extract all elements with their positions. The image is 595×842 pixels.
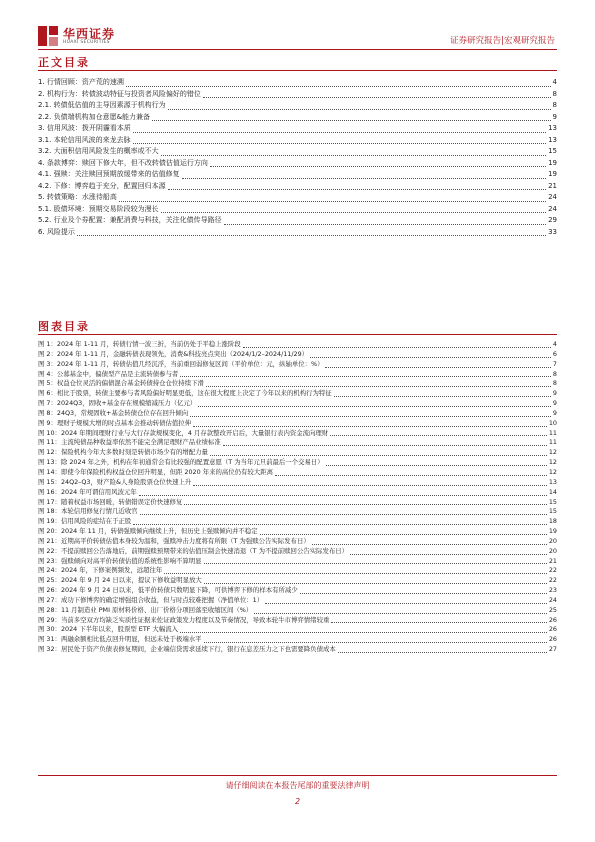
figure-entry[interactable] <box>38 645 557 655</box>
figure-entry-page-number: 24 <box>548 595 557 604</box>
contents-title: 正文目录 <box>38 56 90 69</box>
header-divider <box>38 49 557 50</box>
dot-leader <box>140 514 547 515</box>
figure-entry-page-number: 9 <box>552 408 557 417</box>
figure-entry[interactable] <box>38 488 557 498</box>
figure-entry-text: 图 9：理财子规模大增的时点基本会推动转债估值拉伸 <box>38 418 192 427</box>
figure-entry-page-number: 11 <box>548 438 557 447</box>
contents-entry-page-number: 24 <box>548 204 557 213</box>
dot-leader <box>350 554 547 555</box>
figure-entry[interactable] <box>38 625 557 635</box>
dot-leader <box>139 495 547 496</box>
figure-entry-page-number: 20 <box>548 546 557 555</box>
legal-notice: 请仔细阅读在本报告尾部的重要法律声明 <box>225 781 370 790</box>
contents-entry[interactable] <box>38 123 557 135</box>
contents-entry-page-number: 8 <box>552 89 557 98</box>
contents-entry[interactable] <box>38 112 557 124</box>
figure-entry-page-number: 19 <box>548 527 557 536</box>
contents-list <box>38 77 557 238</box>
dot-leader <box>254 613 547 614</box>
figure-entry[interactable] <box>38 458 557 468</box>
dot-leader <box>133 143 546 144</box>
contents-entry[interactable] <box>38 181 557 193</box>
figure-entry-text: 图 18：本轮信用修复行情几近收官 <box>38 507 138 516</box>
dot-leader <box>126 86 551 87</box>
dot-leader <box>133 524 547 525</box>
figure-entry-text: 图 28：11 月制造业 PMI 原材料价格、出厂价格分项回落至收缩区间（%） <box>38 605 253 614</box>
dot-leader <box>161 212 546 213</box>
dot-leader <box>312 544 547 545</box>
dot-leader <box>164 573 547 574</box>
figure-entry[interactable] <box>38 429 557 439</box>
dot-leader <box>161 155 546 156</box>
figure-entry-page-number: 18 <box>548 517 557 526</box>
contents-entry-text: 3.1. 本轮信用风波的来龙去脉 <box>38 135 131 144</box>
figure-entry-text: 图 11：主流纯债品种收益率依然不能完全满足理财产品业绩标准 <box>38 438 221 447</box>
figure-entry-page-number: 15 <box>548 497 557 506</box>
figure-entry-page-number: 14 <box>548 487 557 496</box>
figure-entry-page-number: 13 <box>548 477 557 486</box>
dot-leader <box>260 534 547 535</box>
figure-entry[interactable] <box>38 596 557 606</box>
figure-entry-text: 图 15：24Q2–Q3，财产险&人身险股票仓位快速上升 <box>38 477 192 486</box>
contents-entry[interactable] <box>38 227 557 239</box>
figure-entry-text: 图 16：2024 年可谓信用风波元年 <box>38 487 137 496</box>
contents-entry[interactable] <box>38 146 557 158</box>
dot-leader <box>325 367 550 368</box>
contents-entry-text: 5.1. 股债环境：预期交易阶段较为漫长 <box>38 204 159 213</box>
figure-entry[interactable] <box>38 507 557 517</box>
dot-leader <box>210 166 546 167</box>
figure-entry-page-number: 4 <box>552 340 557 348</box>
figure-entry-page-number: 6 <box>552 349 557 358</box>
contents-entry-text: 2. 机构行为：转债波动特征与投资者风险偏好的错位 <box>38 89 201 98</box>
contents-entry-text: 4.2. 下修：博弈趋于充分，配置回归本源 <box>38 181 166 190</box>
huaxi-logo-icon <box>38 26 58 46</box>
contents-entry-text: 3.2. 大面积信用风险发生的概率或不大 <box>38 147 159 155</box>
figure-entry[interactable] <box>38 478 557 488</box>
brand-name: 华西证券 <box>63 27 116 41</box>
contents-entry-page-number: 13 <box>548 124 557 132</box>
figure-entry-text: 图 22：不提前赎回公告落地后，前期强赎预期带来的估值压制会快速消退（T 为不提前赎回公告实际发布日） <box>38 546 349 555</box>
figure-entry[interactable] <box>38 635 557 645</box>
dot-leader <box>203 97 551 98</box>
figure-entry-page-number: 26 <box>548 625 557 634</box>
figure-entry-text: 图 6：相比于股票，转债主要参与者风险偏好明显更低，这在很大程度上决定了今年以来的机构行为特征 <box>38 389 332 398</box>
contents-entry-text: 6. 风险提示 <box>38 227 75 236</box>
contents-entry-page-number: 21 <box>548 181 557 190</box>
figure-entry-page-number: 8 <box>552 369 557 378</box>
contents-entry-page-number: 19 <box>548 170 557 178</box>
figure-entry-text: 图 24：2024 年，下修案例频发，远超往年 <box>38 566 163 575</box>
figure-entry[interactable] <box>38 616 557 626</box>
page-number: 2 <box>294 797 301 806</box>
figure-entry-text: 图 12：保险机构今年大多数时刻是转债市场少有的增配力量 <box>38 448 208 457</box>
contents-entry[interactable] <box>38 100 557 112</box>
figure-entry-text: 图 32：居民处于资产负债表修复期间，企业端信贷需求延续下行，银行在息差压力之下也需要降负债成本 <box>38 645 336 654</box>
figure-entry[interactable] <box>38 606 557 616</box>
figure-entry-page-number: 12 <box>548 448 557 457</box>
figure-entry-text: 图 1：2024 年 1-11 月，转债行情一波三折，当前仍处于平稳上涨阶段 <box>38 340 241 348</box>
contents-entry[interactable] <box>38 169 557 181</box>
contents-entry-text: 4. 条款博弈：赎回下修大年，但不改转债估值运行方向 <box>38 158 208 167</box>
contents-entry-text: 4.1. 强赎：关注赎回预期放缓带来的估值修复 <box>38 170 180 178</box>
figure-entry[interactable] <box>38 566 557 576</box>
figure-entry[interactable] <box>38 586 557 596</box>
dot-leader <box>326 465 547 466</box>
figure-entry[interactable] <box>38 517 557 527</box>
figure-entry[interactable] <box>38 547 557 557</box>
contents-entry[interactable] <box>38 192 557 204</box>
dot-leader <box>310 357 551 358</box>
figure-entry[interactable] <box>38 389 557 399</box>
figure-entry-text: 图 21：近期高平价转债估值本身较为温和，强赎冲击力度将有所限（T 为强赎公告实际发布日） <box>38 536 310 545</box>
figure-entry-page-number: 15 <box>548 507 557 516</box>
figure-entry[interactable] <box>38 557 557 567</box>
figure-entry-text: 图 30：2024 下半年以来，股票型 ETF 大幅流入 <box>38 625 178 634</box>
figure-entry-text: 图 8：24Q3，常规固收+基金转债仓位存在回升倾向 <box>38 408 189 417</box>
figure-entry-page-number: 8 <box>552 379 557 388</box>
figure-entry-text: 图 25：2024 年 9 月 24 日以来，提议下修收益明显放大 <box>38 576 202 585</box>
contents-entry-text: 2.1. 转债低估值的主导因素源于机构行为 <box>38 101 166 109</box>
contents-entry-page-number: 4 <box>552 78 557 86</box>
figure-entry-text: 图 20：2024 年 11 月，转债强赎倾向继续上升，但历史上强赎倾向并不稳定 <box>38 527 258 536</box>
figure-entry-page-number: 22 <box>548 566 557 575</box>
figure-entry[interactable] <box>38 438 557 448</box>
figure-entry[interactable] <box>38 468 557 478</box>
figures-title: 图表目录 <box>38 320 90 333</box>
dot-leader <box>77 235 546 236</box>
contents-entry[interactable] <box>38 204 557 216</box>
figure-entry-page-number: 10 <box>548 418 557 427</box>
figure-entry[interactable] <box>38 409 557 419</box>
contents-entry[interactable] <box>38 215 557 227</box>
figure-entry-page-number: 9 <box>552 399 557 408</box>
dot-leader <box>180 376 551 377</box>
page-header <box>0 0 595 50</box>
dot-leader <box>198 406 551 407</box>
brand-name-english: HUAXI SECURITIES <box>63 40 110 45</box>
contents-entry-page-number: 29 <box>548 216 557 224</box>
figure-entry-page-number: 26 <box>548 635 557 644</box>
figure-entry-text: 图 29：当前多空双方均缺乏实质性证据来佐证政策发力程度以及节奏情况，导致本轮牛市博弈情绪较重 <box>38 615 330 624</box>
figure-entry-page-number: 11 <box>548 428 557 437</box>
figure-entry-page-number: 22 <box>548 576 557 585</box>
dot-leader <box>224 224 546 225</box>
dot-leader <box>204 583 547 584</box>
dot-leader <box>338 652 547 653</box>
contents-entry-text: 1. 行情回顾：资产荒的速溯 <box>38 78 124 86</box>
figure-entry-page-number: 12 <box>548 458 557 467</box>
contents-entry-text: 5. 转债策略：水涨待船高 <box>38 193 117 201</box>
footer-divider <box>38 775 557 776</box>
dot-leader <box>204 642 547 643</box>
figure-entry[interactable] <box>38 399 557 409</box>
figure-entry[interactable] <box>38 448 557 458</box>
figure-entry-text: 图 31：两融余额相比低点回升明显，但远未处于极端水平 <box>38 635 202 644</box>
report-type-label: 证券研究报告|宏观研究报告 <box>450 36 555 46</box>
dot-leader <box>184 504 546 505</box>
dot-leader <box>190 416 551 417</box>
figure-entry-page-number: 9 <box>552 389 557 398</box>
dot-leader <box>331 622 547 623</box>
contents-entry-page-number: 8 <box>552 101 557 109</box>
contents-entry-page-number: 24 <box>548 193 557 201</box>
dot-leader <box>265 603 547 604</box>
contents-entry-text: 2.2. 负债端机构加仓意愿&能力兼备 <box>38 112 151 121</box>
figure-entry[interactable] <box>38 379 557 389</box>
figure-entry-page-number: 27 <box>548 645 557 654</box>
figure-entry[interactable] <box>38 498 557 508</box>
contents-entry[interactable] <box>38 135 557 147</box>
dot-leader <box>210 455 547 456</box>
figure-entry-page-number: 23 <box>548 586 557 595</box>
figure-entry-text: 图 4：公募基金中，偏债型产品是主流转债参与者 <box>38 369 179 378</box>
dot-leader <box>300 593 547 594</box>
dot-leader <box>330 435 547 436</box>
figures-title-divider <box>38 334 557 335</box>
figure-entry-text: 图 26：2024 年 9 月 24 日以来，低平价转债只数明显下降，可供博弈下修的样本有所减少 <box>38 586 298 595</box>
figure-entry-text: 图 10：2024 年期间理财行业与大行存款规模变化，4 月存款整改开启后，大量银行表内资金流向理财 <box>38 428 329 437</box>
figure-entry[interactable] <box>38 537 557 547</box>
contents-entry-page-number: 9 <box>552 112 557 121</box>
figure-entry-text: 图 19：信用风险的症结在于正股 <box>38 517 132 526</box>
figure-entry[interactable] <box>38 360 557 370</box>
figure-entry[interactable] <box>38 350 557 360</box>
figure-entry-text: 图 17：随着权益市场回暖，转债错误定价快速修复 <box>38 497 183 506</box>
figure-entry-page-number: 7 <box>552 359 557 368</box>
figure-entry-text: 图 14：即使今年保险机构权益仓位回升明显，但距 2020 年来的高位仍有较大距离 <box>38 467 273 476</box>
figure-entry[interactable] <box>38 370 557 380</box>
figure-entry-text: 图 2：2024 年 1-11 月，金融转债表现领先，消费&科技亮点突出（2024/1/2–2024/11/29） <box>38 349 309 358</box>
contents-entry[interactable] <box>38 89 557 101</box>
figure-entry-page-number: 21 <box>548 556 557 565</box>
figure-entry-text: 图 7：2024Q3，固收+基金存在规模缩减压力（亿元） <box>38 399 197 408</box>
dot-leader <box>182 178 546 179</box>
figure-entry[interactable] <box>38 576 557 586</box>
figure-entry-text: 图 13：除 2024 年之外，机构在年初通常会有比较强的配置意愿（T 为当年元旦前最后一个交易日） <box>38 458 324 467</box>
dot-leader <box>243 347 551 348</box>
figure-entry-text: 图 5：权益仓位灵活的偏债混合基金转债持仓仓位持续下滑 <box>38 379 204 388</box>
dot-leader <box>193 485 547 486</box>
dot-leader <box>193 426 547 427</box>
dot-leader <box>206 386 551 387</box>
contents-entry[interactable] <box>38 158 557 170</box>
contents-entry-text: 3. 信用风波：拨开阴霾看本质 <box>38 124 131 132</box>
contents-entry-page-number: 13 <box>548 135 557 144</box>
dot-leader <box>275 475 547 476</box>
figure-entry-text: 图 27：成功下修博弈的确定增强组合收益，但与时点较难把握（净值单位：1） <box>38 595 264 604</box>
figure-entry-page-number: 20 <box>548 536 557 545</box>
dot-leader <box>168 109 551 110</box>
contents-entry-text: 5.2. 行业及个券配置：兼配消费与科技，关注化债传导路径 <box>38 216 222 224</box>
contents-entry-page-number: 19 <box>548 158 557 167</box>
dot-leader <box>152 120 550 121</box>
dot-leader <box>204 563 547 564</box>
figure-entry[interactable] <box>38 419 557 429</box>
contents-title-divider <box>38 70 557 71</box>
dot-leader <box>223 445 547 446</box>
figure-entry-page-number: 12 <box>548 467 557 476</box>
figure-entry-text: 图 3：2024 年 1-11 月，转债估值几经沉浮，当前重回弱修复区间（平价单位：元，纵轴单位：%） <box>38 359 324 368</box>
figures-list <box>38 340 557 655</box>
dot-leader <box>119 201 546 202</box>
contents-entry[interactable] <box>38 77 557 89</box>
contents-entry-page-number: 33 <box>548 227 557 236</box>
figure-entry[interactable] <box>38 340 557 350</box>
dot-leader <box>334 396 551 397</box>
figure-entry-text: 图 23：强赎倾向对高平价转债估值的系统性影响不算明显 <box>38 556 202 565</box>
contents-entry-page-number: 15 <box>548 147 557 155</box>
figure-entry-page-number: 26 <box>548 615 557 624</box>
figure-entry[interactable] <box>38 527 557 537</box>
figure-entry-page-number: 25 <box>548 605 557 614</box>
dot-leader <box>168 189 546 190</box>
dot-leader <box>133 132 546 133</box>
dot-leader <box>180 632 547 633</box>
